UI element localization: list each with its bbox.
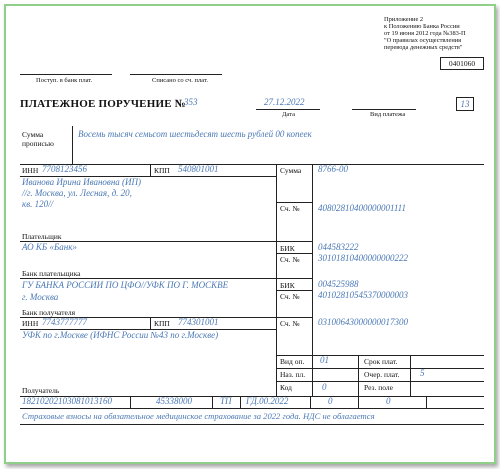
payee-bank-name-line-1: ГУ БАНКА РОССИИ ПО ЦФО//УФК ПО Г. МОСКВЕ (22, 280, 229, 290)
tax-doc-num: 0 (328, 396, 333, 406)
payer-bank-corr: 30101810400000000222 (318, 253, 408, 263)
tax-doc-date: 0 (386, 396, 391, 406)
payer-name (22, 177, 272, 210)
payer-label: Плательщик (22, 232, 62, 241)
payer-bank-bik-label: БИК (280, 244, 295, 253)
status-code-box (456, 97, 474, 111)
order-number: 353 (184, 97, 198, 107)
payer-bank-name: АО КБ «Банк» (22, 242, 77, 252)
payer-name-line-2: //г. Москва, ул. Лесная, д. 20, (22, 188, 132, 198)
appendix-line-2: к Положению Банка России (384, 23, 460, 30)
payer-bank-bik: 044583222 (318, 242, 359, 252)
payee-kpp-label: КПП (154, 319, 170, 328)
ocher-label: Очер. плат. (364, 370, 400, 379)
tax-basis: ТП (220, 396, 232, 406)
payer-kpp-label: КПП (154, 166, 170, 175)
payee-bank-corr-label: Сч. № (280, 292, 300, 301)
payee-bank-corr: 40102810545370000003 (318, 290, 408, 300)
payer-bank-corr-label: Сч. № (280, 255, 300, 264)
payee-label: Получатель (22, 386, 60, 395)
payee-name: УФК по г.Москве (ИФНС России №43 по г.Москве) (22, 330, 219, 340)
appendix-line-4: "О правилах осуществления (384, 37, 462, 44)
payer-inn: 7708123456 (42, 164, 87, 174)
payer-amount: 8766-00 (318, 164, 348, 174)
ocher: 5 (420, 368, 425, 378)
received-by-bank-label: Поступ. в банк плат. (36, 77, 93, 84)
tax-period: ГД.00.2022 (246, 396, 289, 406)
kod-label: Код (280, 383, 292, 392)
appendix-line-3: от 19 июня 2012 года №383-П (384, 30, 466, 37)
payer-account: 40802810400000001111 (318, 203, 406, 213)
amount-words-value: Восемь тысяч семьсот шестьдесят шесть рублей 00 копеек (78, 129, 312, 139)
payee-bank-bik: 004525988 (318, 279, 359, 289)
order-date: 27.12.2022 (264, 97, 305, 107)
payee-bank-label: Банк получателя (22, 308, 76, 317)
payer-inn-label: ИНН (22, 166, 39, 175)
payer-bank-label: Банк плательщика (22, 269, 81, 278)
payee-inn-label: ИНН (22, 319, 39, 328)
rez-label: Рез. поле (364, 383, 393, 392)
payer-account-label: Сч. № (280, 204, 300, 213)
appendix-line-1: Приложение 2 (384, 16, 424, 23)
srok-label: Срок плат. (364, 357, 398, 366)
payer-amount-label: Сумма (280, 166, 302, 175)
payee-bank-bik-label: БИК (280, 281, 295, 290)
amount-words-label-1: Сумма (22, 130, 44, 139)
amount-words-label-2: прописью (22, 139, 54, 148)
naz-pl-label: Наз. пл. (280, 370, 306, 379)
status-code: 13 (460, 99, 470, 109)
vid-op: 01 (320, 355, 329, 365)
payer-name-line-3: кв. 120// (22, 199, 54, 209)
payment-order-form (4, 4, 496, 464)
form-code-box (440, 57, 484, 70)
payer-name-line-1: Иванова Ирина Ивановна (ИП) (22, 177, 142, 187)
debited-label: Списано со сч. плат. (152, 77, 208, 84)
page-title: ПЛАТЕЖНОЕ ПОРУЧЕНИЕ № (20, 98, 186, 110)
payee-bank-name-line-2: г. Москва (22, 292, 59, 302)
payee-account-label: Сч. № (280, 319, 300, 328)
payee-account: 03100643000000017300 (318, 317, 408, 327)
payee-kpp: 774301001 (178, 317, 219, 327)
kod: 0 (322, 382, 327, 392)
payer-kpp: 540801001 (178, 164, 219, 174)
appendix-note (384, 16, 494, 51)
appendix-line-5: перевода денежных средств" (384, 44, 463, 51)
payee-bank-name (22, 279, 276, 303)
payment-type-label: Вид платежа (370, 111, 406, 118)
tax-kbk: 18210202103081013160 (22, 396, 112, 406)
amount-words-label (22, 130, 54, 148)
form-code: 0401060 (448, 59, 476, 68)
vid-op-label: Вид оп. (280, 357, 305, 366)
tax-oktmo: 45338000 (156, 396, 192, 406)
date-label: Дата (282, 111, 295, 118)
payee-inn: 7743777777 (42, 317, 87, 327)
payment-purpose: Страховые взносы на обязательное медицинское страхование за 2022 года. НДС не облагается (22, 411, 375, 421)
